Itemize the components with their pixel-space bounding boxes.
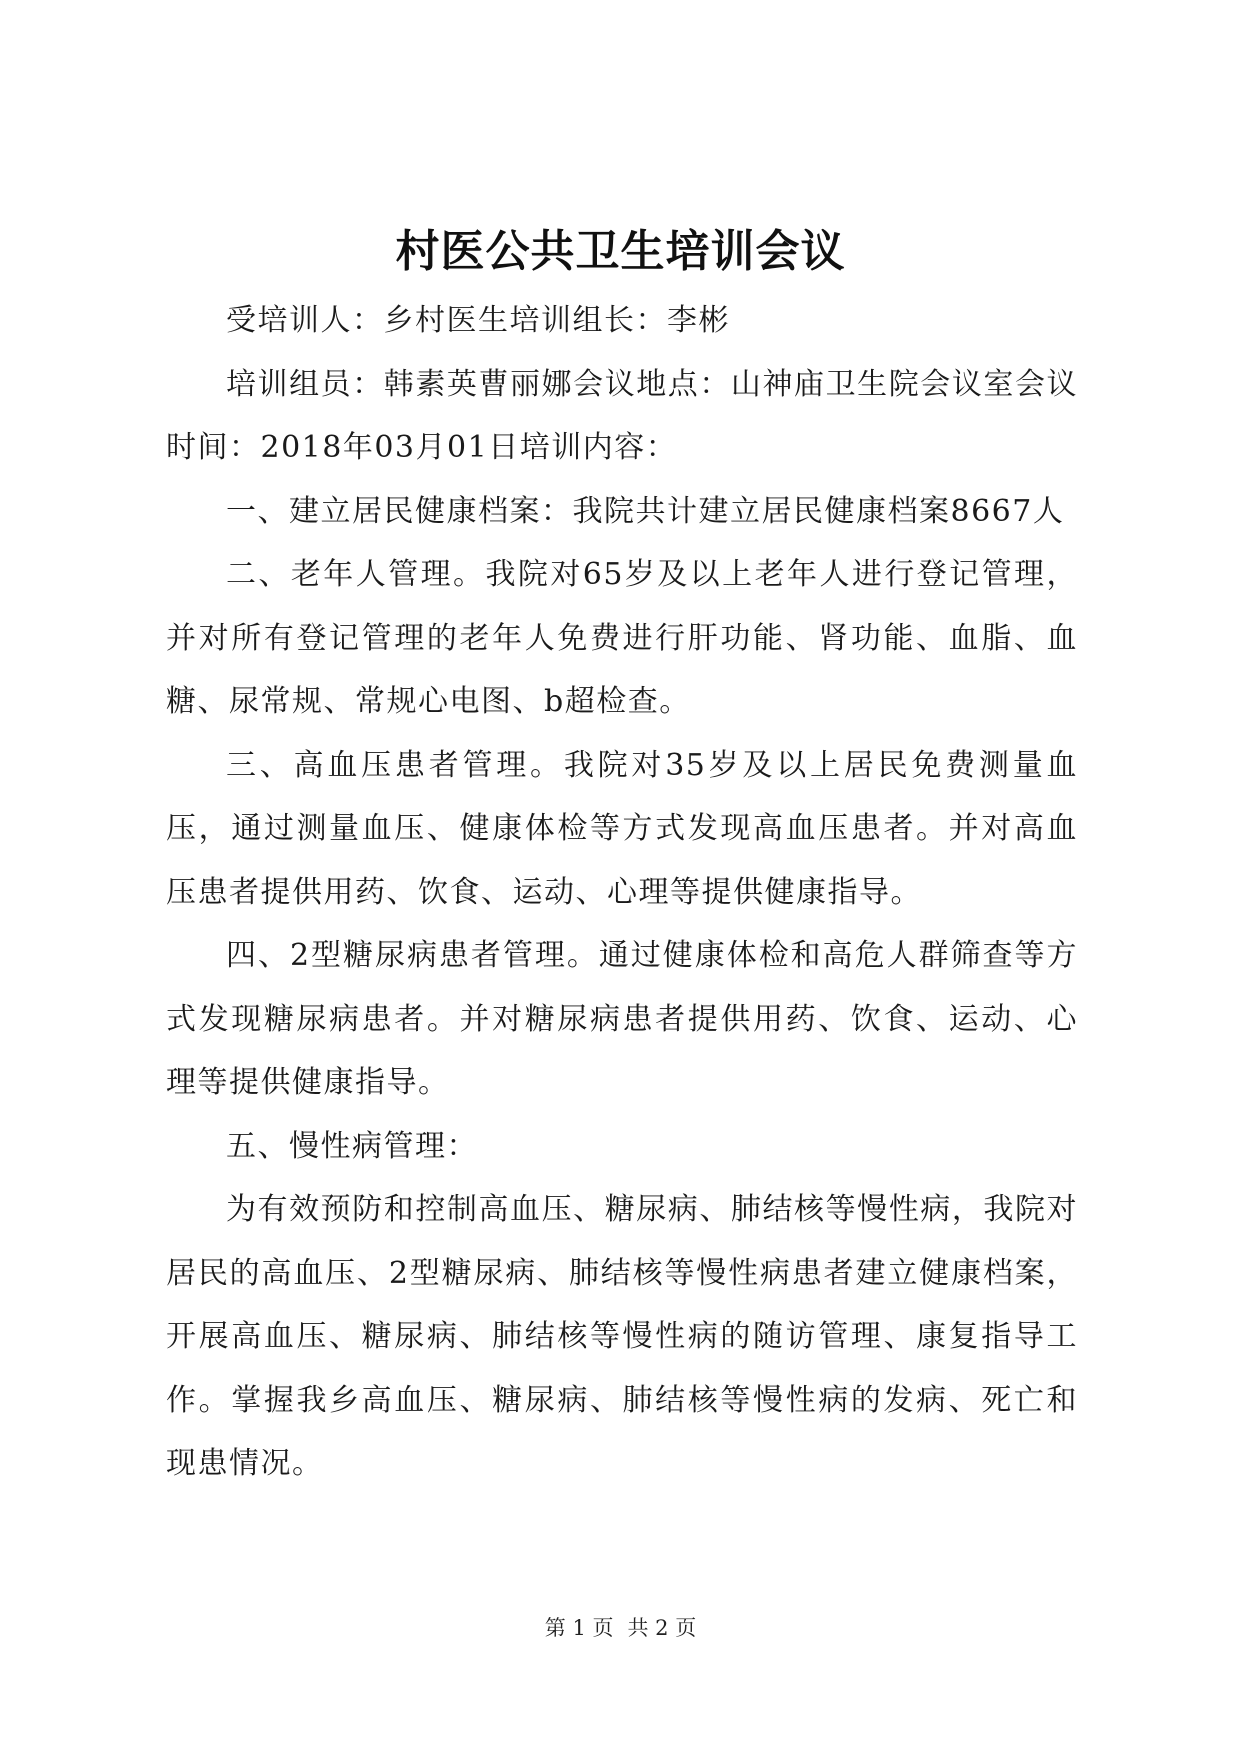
paragraph-chronic-disease-heading: 五、慢性病管理： bbox=[226, 1128, 478, 1164]
document-body bbox=[166, 289, 1078, 1496]
document-title: 村医公共卫生培训会议 bbox=[395, 226, 846, 277]
page-total: 共 2 页 bbox=[627, 1616, 697, 1640]
paragraph-trainees: 受培训人：乡村医生培训组长：李彬 bbox=[226, 303, 730, 338]
paragraph-chronic-disease-detail: 为有效预防和控制高血压、糖尿病、肺结核等慢性病，我院对居民的高血压、2型糖尿病、肺结核等慢性病患者建立健康档案，开展高血压、糖尿病、肺结核等慢性病的随访管理、康复指导工作。掌握我乡高血压、糖尿病、肺结核等慢性病的发病、死亡和现患情况。 bbox=[166, 1192, 1078, 1481]
page-number: 第 1 页 bbox=[544, 1616, 614, 1640]
paragraph-hypertension-management: 三、高血压患者管理。我院对35岁及以上居民免费测量血压，通过测量血压、健康体检等方式发现高血压患者。并对高血压患者提供用药、饮食、运动、心理等提供健康指导。 bbox=[166, 747, 1078, 910]
paragraph-members-location-time: 培训组员：韩素英曹丽娜会议地点：山神庙卫生院会议室会议时间：2018年03月01日培训内容： bbox=[166, 366, 1078, 465]
paragraph-elderly-management: 二、老年人管理。我院对65岁及以上老年人进行登记管理，并对所有登记管理的老年人免费进行肝功能、肾功能、血脂、血糖、尿常规、常规心电图、b超检查。 bbox=[166, 557, 1078, 719]
page-footer bbox=[0, 1613, 1241, 1643]
paragraph-diabetes-management: 四、2型糖尿病患者管理。通过健康体检和高危人群筛查等方式发现糖尿病患者。并对糖尿病患者提供用药、饮食、运动、心理等提供健康指导。 bbox=[166, 938, 1078, 1100]
paragraph-health-records: 一、建立居民健康档案：我院共计建立居民健康档案8667人 bbox=[226, 493, 1065, 529]
